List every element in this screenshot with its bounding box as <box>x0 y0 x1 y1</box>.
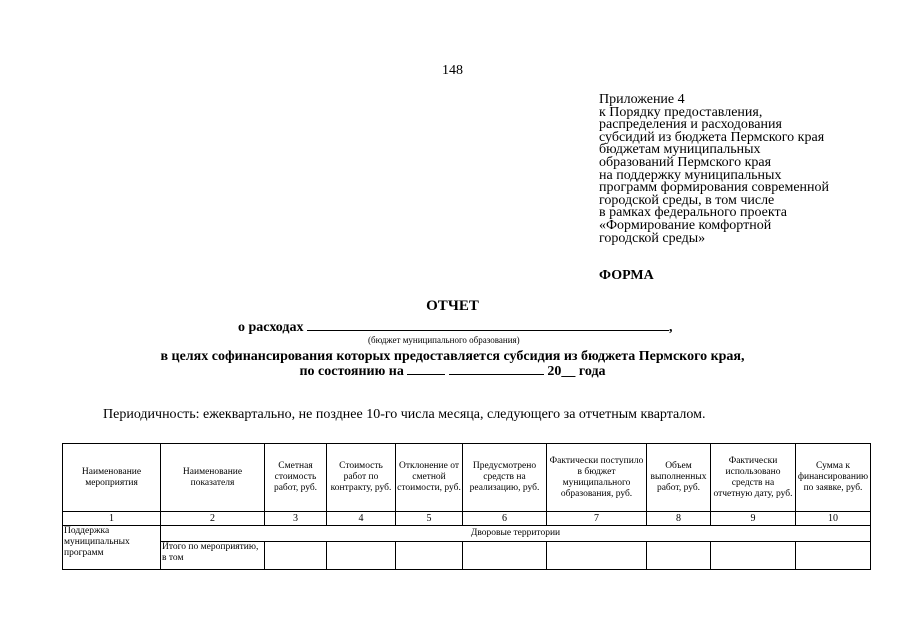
table-cell <box>265 542 327 570</box>
table-header: Стоимость работ по контракту, руб. <box>327 444 396 512</box>
appendix-line: бюджетам муниципальных <box>599 142 761 158</box>
indicator-cell: Итого по мероприятию, в том <box>161 542 265 570</box>
table-cell <box>327 542 396 570</box>
table-cell <box>463 542 547 570</box>
column-number: 4 <box>327 512 396 526</box>
appendix-line: городской среды» <box>599 230 706 246</box>
table-header: Сумма к финансированию по заявке, руб. <box>796 444 871 512</box>
month-blank-line <box>449 364 544 375</box>
table-header: Объем выполненных работ, руб. <box>647 444 711 512</box>
purpose-line-2 <box>0 364 905 379</box>
periodicity-text: Периодичность: ежеквартально, не позднее 10-го числа месяца, следующего за отчетным кварталом. <box>103 407 706 422</box>
expenses-note: (бюджет муниципального образования) <box>368 335 520 345</box>
appendix-line: «Формирование комфортной <box>599 217 772 233</box>
table-header: Фактически использовано средств на отчетную дату, руб. <box>711 444 796 512</box>
purpose-year: 20__ года <box>547 364 606 379</box>
budget-blank-line <box>307 318 669 331</box>
table-cell <box>547 542 647 570</box>
column-number-row <box>63 512 871 526</box>
activity-name-cell: Поддержка муниципальных программ <box>63 526 161 570</box>
column-number: 1 <box>63 512 161 526</box>
appendix-block <box>599 94 899 245</box>
form-label: ФОРМА <box>599 268 654 283</box>
purpose-line-1: в целях софинансирования которых предоставляется субсидия из бюджета Пермского края, <box>160 349 745 364</box>
table-header: Предусмотрено средств на реализацию, руб. <box>463 444 547 512</box>
table-cell <box>396 542 463 570</box>
purpose-block <box>0 350 905 379</box>
column-number: 3 <box>265 512 327 526</box>
report-table <box>62 443 871 570</box>
appendix-line: распределения и расходования <box>599 117 782 133</box>
column-number: 8 <box>647 512 711 526</box>
report-title: ОТЧЕТ <box>426 298 479 314</box>
appendix-line: на поддержку муниципальных <box>599 167 782 183</box>
table-header-row <box>63 444 871 512</box>
page-number: 148 <box>442 63 463 78</box>
appendix-line: Приложение 4 <box>599 92 685 107</box>
table-cell <box>647 542 711 570</box>
table-cell <box>711 542 796 570</box>
column-number: 9 <box>711 512 796 526</box>
appendix-line: к Порядку предоставления, <box>599 104 763 120</box>
expenses-comma: , <box>668 320 673 335</box>
appendix-line: городской среды, в том числе <box>599 192 775 208</box>
column-number: 5 <box>396 512 463 526</box>
table-row <box>63 542 871 570</box>
day-blank-line <box>407 364 445 375</box>
appendix-line: в рамках федерального проекта <box>599 205 788 221</box>
appendix-line: субсидий из бюджета Пермского края <box>599 129 825 145</box>
table-cell <box>796 542 871 570</box>
expenses-label: о расходах <box>238 320 304 335</box>
table-header: Наименование мероприятия <box>63 444 161 512</box>
purpose-date-prefix: по состоянию на <box>299 364 404 379</box>
section-title-cell: Дворовые территории <box>161 526 871 542</box>
column-number: 6 <box>463 512 547 526</box>
table-row <box>63 526 871 542</box>
appendix-line: образований Пермского края <box>599 154 772 170</box>
column-number: 10 <box>796 512 871 526</box>
expenses-line <box>238 318 672 336</box>
appendix-line: программ формирования современной <box>599 180 830 196</box>
table-header: Наименование показателя <box>161 444 265 512</box>
table-header: Фактически поступило в бюджет муниципального образования, руб. <box>547 444 647 512</box>
table-header: Отклонение от сметной стоимости, руб. <box>396 444 463 512</box>
column-number: 7 <box>547 512 647 526</box>
page-cut-area <box>0 575 905 640</box>
column-number: 2 <box>161 512 265 526</box>
table-header: Сметная стоимость работ, руб. <box>265 444 327 512</box>
